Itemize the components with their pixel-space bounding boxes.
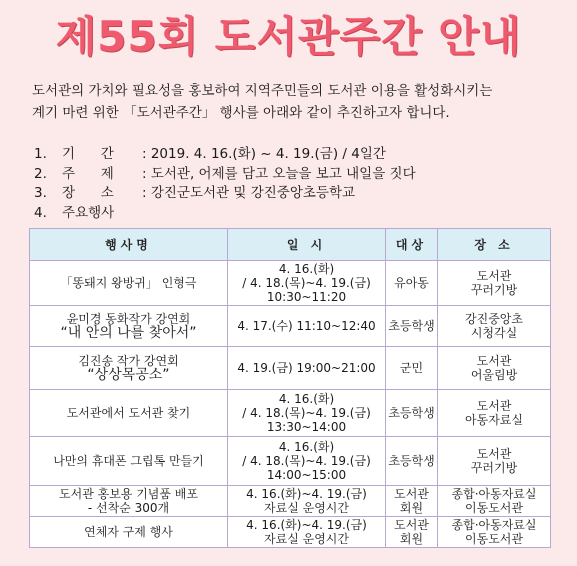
event-target: 초등학생 — [386, 390, 438, 437]
event-target: 도서관 회원 — [386, 517, 438, 548]
header-place: 장 소 — [438, 229, 551, 261]
event-target: 도서관 회원 — [386, 486, 438, 517]
event-place: 강진중앙초 시청각실 — [438, 306, 551, 347]
event-target: 군민 — [386, 347, 438, 390]
page-title: 제55회 도서관주간 안내 — [55, 12, 522, 61]
table-row — [30, 261, 551, 306]
event-name: 연체자 구제 행사 — [30, 517, 228, 548]
event-datetime: 4. 19.(금) 19:00~21:00 — [228, 347, 386, 390]
event-name: 윤미경 동화작가 강연회 “내 안의 나를 찾아서” — [30, 306, 228, 347]
event-place: 도서관 꾸러기방 — [438, 261, 551, 306]
event-datetime: 4. 16.(화) / 4. 18.(목)~4. 19.(금) 10:30~11:20 — [228, 261, 386, 306]
table-row — [30, 517, 551, 548]
overview-item-theme: 2. 주 제 : 도서관, 어제를 담고 오늘을 보고 내일을 짓다 — [34, 165, 416, 182]
event-datetime: 4. 17.(수) 11:10~12:40 — [228, 306, 386, 347]
event-place: 종합·아동자료실 이동도서관 — [438, 486, 551, 517]
events-table — [29, 228, 551, 548]
event-datetime: 4. 16.(화)~4. 19.(금) 자료실 운영시간 — [228, 517, 386, 548]
event-name: 나만의 휴대폰 그립톡 만들기 — [30, 437, 228, 486]
table-row — [30, 437, 551, 486]
event-place: 도서관 어울림방 — [438, 347, 551, 390]
event-datetime: 4. 16.(화) / 4. 18.(목)~4. 19.(금) 13:30~14:00 — [228, 390, 386, 437]
intro-paragraph — [32, 80, 572, 124]
table-row — [30, 306, 551, 347]
event-datetime: 4. 16.(화) / 4. 18.(목)~4. 19.(금) 14:00~15:00 — [228, 437, 386, 486]
event-name: 「똥돼지 왕방귀」 인형극 — [30, 261, 228, 306]
header-datetime: 일 시 — [228, 229, 386, 261]
event-place: 종합·아동자료실 이동도서관 — [438, 517, 551, 548]
overview-item-events: 4. 주요행사 — [34, 204, 115, 221]
intro-line: 계기 마련 위한 「도서관주간」 행사를 아래와 같이 추진하고자 합니다. — [32, 105, 450, 121]
table-header-row — [30, 229, 551, 261]
header-target: 대상 — [386, 229, 438, 261]
event-place: 도서관 꾸러기방 — [438, 437, 551, 486]
table-row — [30, 486, 551, 517]
header-event-name: 행사명 — [30, 229, 228, 261]
event-name: 김진송 작가 강연회 “상상목공소” — [30, 347, 228, 390]
overview-item-period: 1. 기 간 : 2019. 4. 16.(화) ~ 4. 19.(금) / 4일간 — [34, 146, 386, 162]
event-name: 도서관 홍보용 기념품 배포 - 선착순 300개 — [30, 486, 228, 517]
table-row — [30, 390, 551, 437]
event-name: 도서관에서 도서관 찾기 — [30, 390, 228, 437]
table-row — [30, 347, 551, 390]
event-place: 도서관 아동자료실 — [438, 390, 551, 437]
overview-item-place: 3. 장 소 : 강진군도서관 및 강진중앙초등학교 — [34, 185, 356, 201]
intro-line: 도서관의 가치와 필요성을 홍보하여 지역주민들의 도서관 이용을 활성화시키는 — [32, 83, 493, 99]
event-datetime: 4. 16.(화)~4. 19.(금) 자료실 운영시간 — [228, 486, 386, 517]
event-target: 초등학생 — [386, 437, 438, 486]
event-target: 유아동 — [386, 261, 438, 306]
overview-list — [34, 145, 416, 223]
event-target: 초등학생 — [386, 306, 438, 347]
